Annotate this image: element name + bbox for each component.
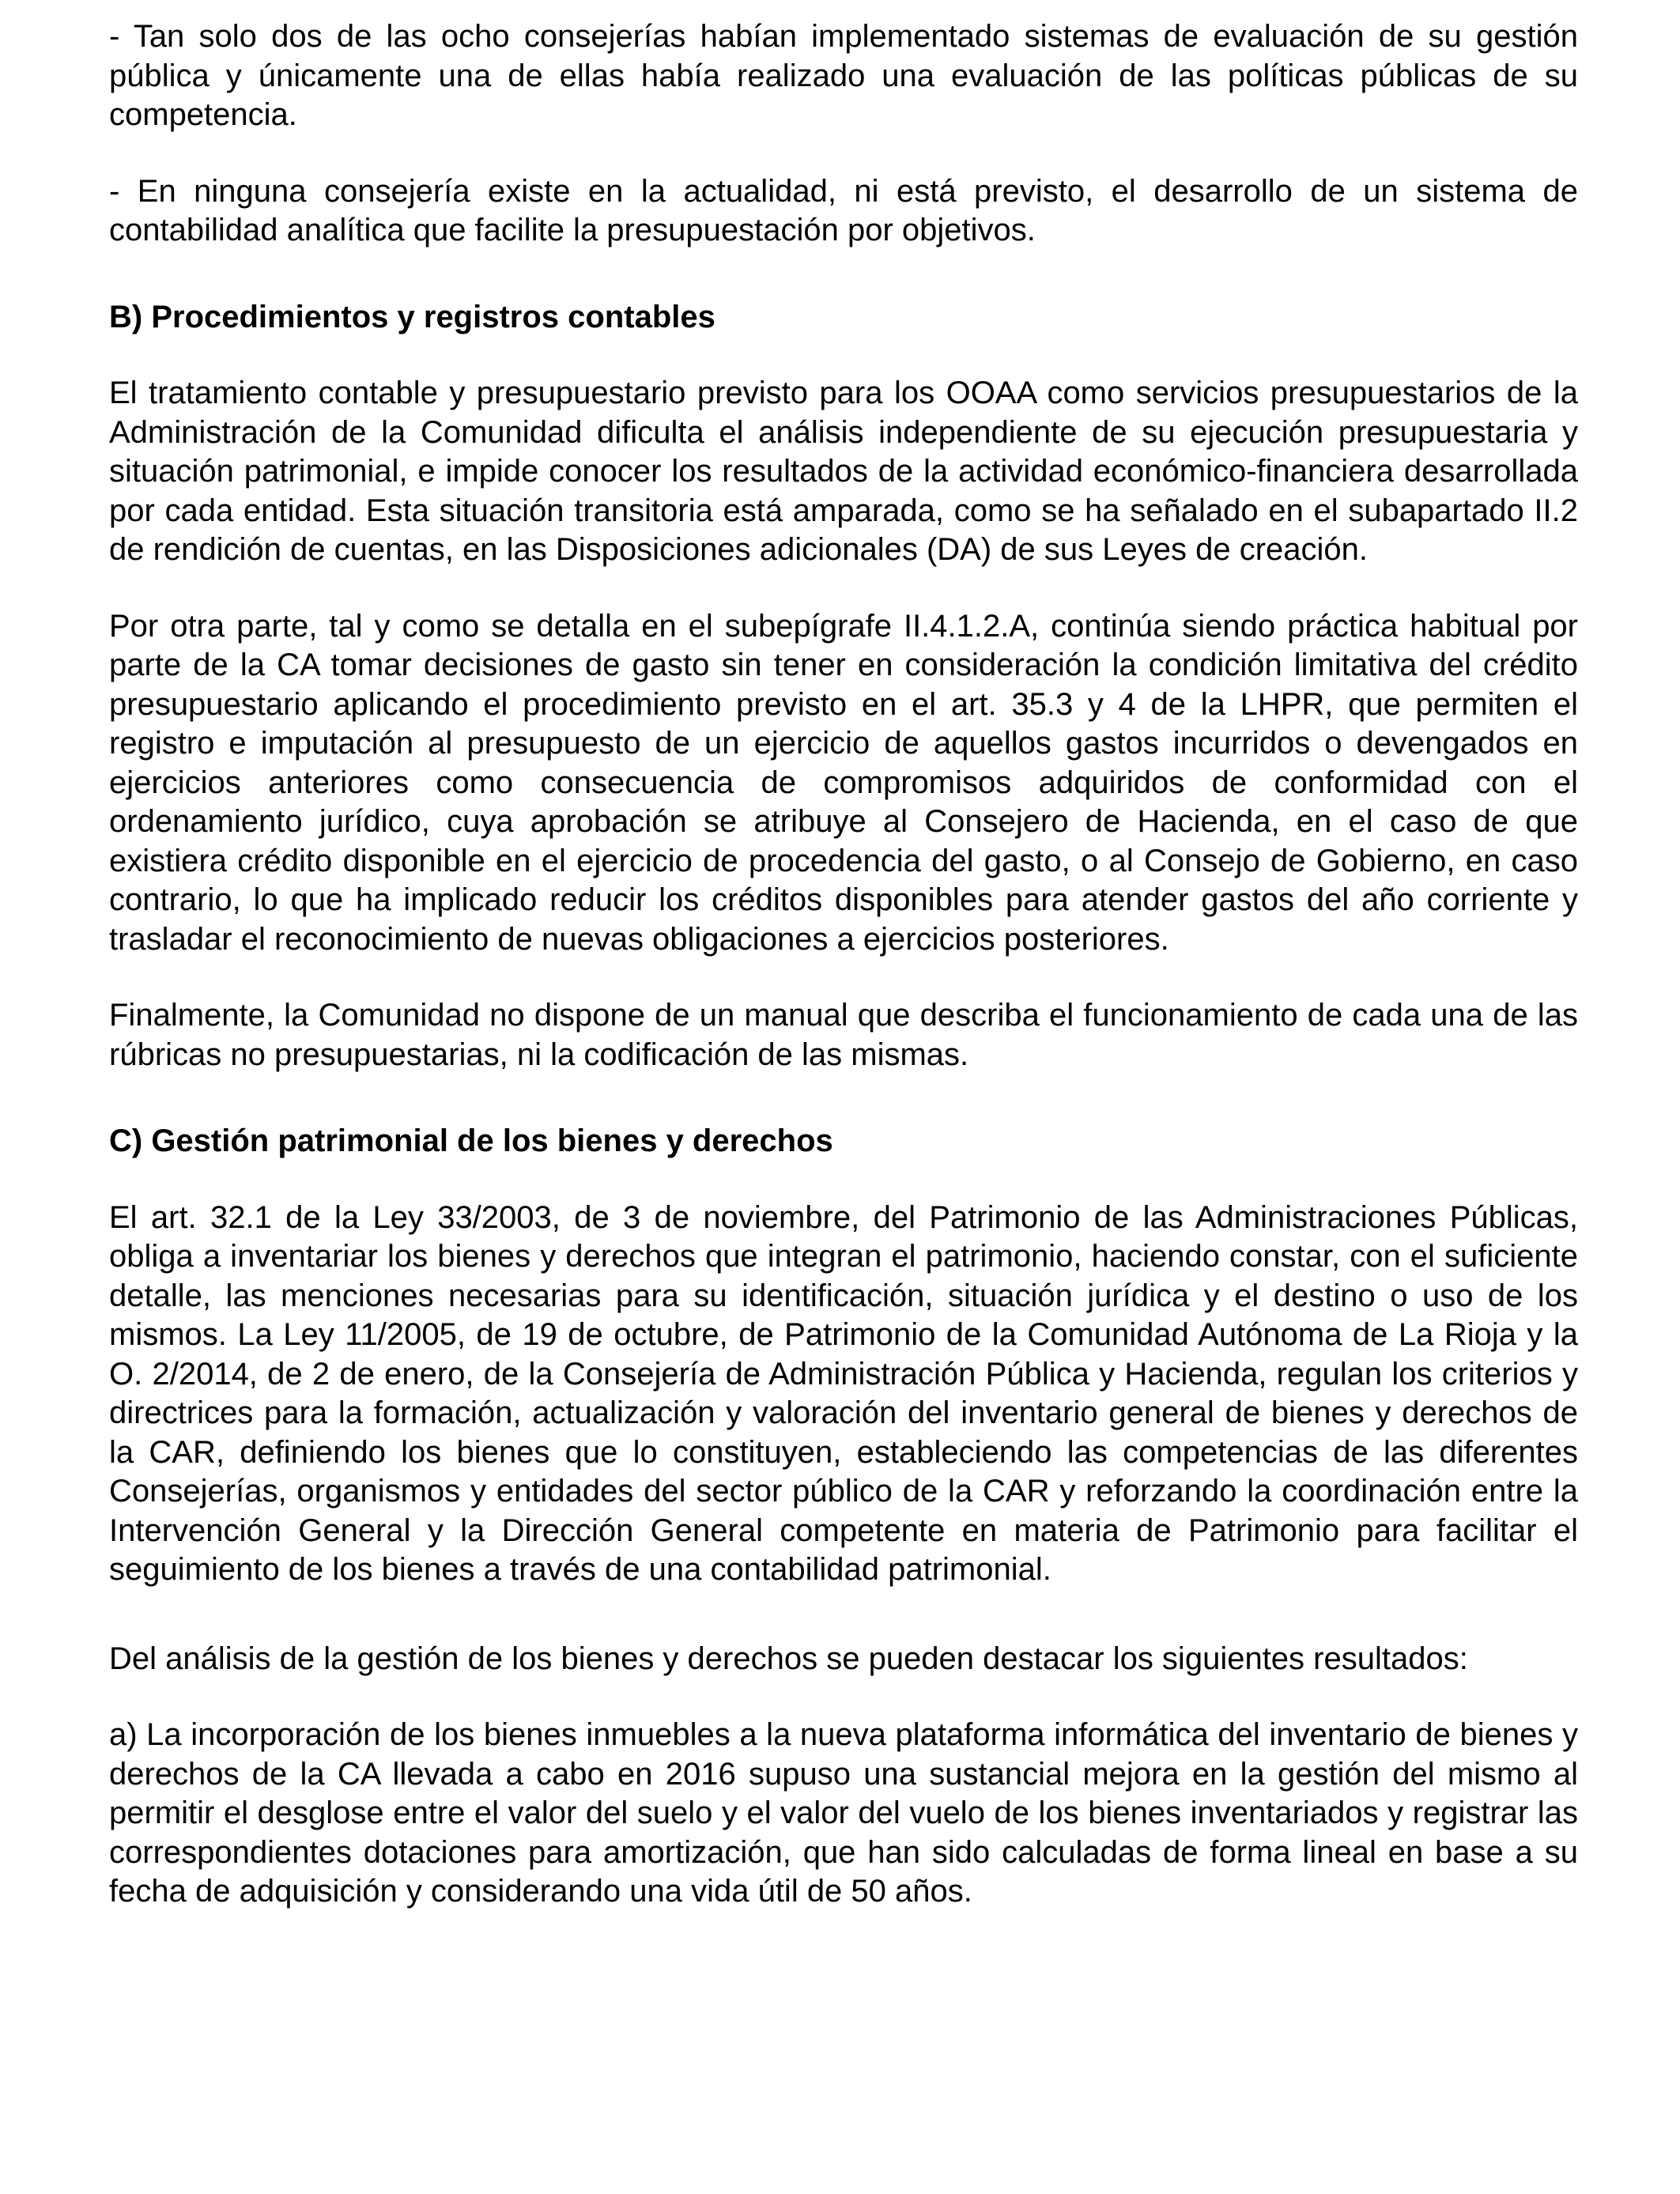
bullet-paragraph: - En ninguna consejería existe en la actualidad, ni está previsto, el desarrollo de un sistema de contabilidad analítica que facilite la presupuestación por objetivos. [109,173,1578,247]
spacer [109,135,1578,172]
body-paragraph: El art. 32.1 de la Ley 33/2003, de 3 de noviembre, del Patrimonio de las Administraciones Públicas, obliga a inventariar los bienes y derechos que integran el patrimonio, haciendo constar, con el suficiente detalle, las menciones necesarias para su identificación, situación jurídica y el destino o uso de los mismos. La Ley 11/2005, de 19 de octubre, de Patrimonio de la Comunidad Autónoma de La Rioja y la O. 2/2014, de 2 de enero, de la Consejería de Administración Pública y Hacienda, regulan los criterios y directrices para la formación, actualización y valoración del inventario general de bienes y derechos de la CAR, definiendo los bienes que lo constituyen, estableciendo las competencias de las diferentes Consejerías, organismos y entidades del sector público de la CAR y reforzando la coordinación entre la Intervención General y la Dirección General competente en materia de Patrimonio para facilitar el seguimiento de los bienes a través de una contabilidad patrimonial. [109,1199,1578,1587]
body-paragraph: Por otra parte, tal y como se detalla en el subepígrafe II.4.1.2.A, continúa siendo práctica habitual por parte de la CA tomar decisiones de gasto sin tener en consideración la condición limitativa del crédito presupuestario aplicando el procedimiento previsto en el art. 35.3 y 4 de la LHPR, que permiten el registro e imputación al presupuesto de un ejercicio de aquellos gastos incurridos o devengados en ejercicios anteriores como consecuencia de compromisos adquiridos de conformidad con el ordenamiento jurídico, cuya aprobación se atribuye al Consejero de Hacienda, en el caso de que existiera crédito disponible en el ejercicio de procedencia del gasto, o al Consejo de Gobierno, en caso contrario, lo que ha implicado reducir los créditos disponibles para atender gastos del año corriente y trasladar el reconocimiento de nuevas obligaciones a ejercicios posteriores. [109,608,1578,957]
spacer [109,959,1578,996]
body-paragraph: a) La incorporación de los bienes inmuebles a la nueva plataforma informática del inventario de bienes y derechos de la CA llevada a cabo en 2016 supuso una sustancial mejora en la gestión del mismo al permitir el desglose entre el valor del suelo y el valor del vuelo de los bienes inventariados y registrar las correspondientes dotaciones para amortización, que han sido calculadas de forma lineal en base a su fecha de adquisición y considerando una vida útil de 50 años. [109,1717,1578,1909]
spacer [109,1074,1578,1122]
spacer [109,570,1578,607]
body-paragraph: Del análisis de la gestión de los bienes y derechos se pueden destacar los siguientes resultados: [109,1641,1468,1676]
spacer [109,337,1578,374]
document-page [109,17,1578,1912]
spacer [109,1679,1578,1716]
body-paragraph: El tratamiento contable y presupuestario previsto para los OOAA como servicios presupuestarios de la Administración de la Comunidad dificulta el análisis independiente de su ejecución presupuestaria y situación patrimonial, e impide conocer los resultados de la actividad económico-financiera desarrollada por cada entidad. Esta situación transitoria está amparada, como se ha señalado en el subapartado II.2 de rendición de cuentas, en las Disposiciones adicionales (DA) de sus Leyes de creación. [109,376,1578,567]
bullet-paragraph: - Tan solo dos de las ocho consejerías habían implementado sistemas de evaluación de su gestión pública y únicamente una de ellas había realizado una evaluación de las políticas públicas de su competencia. [109,19,1578,132]
spacer [109,1590,1578,1640]
section-heading-c: C) Gestión patrimonial de los bienes y derechos [109,1123,833,1158]
body-paragraph: Finalmente, la Comunidad no dispone de un manual que describa el funcionamiento de cada una de las rúbricas no presupuestarias, ni la codificación de las mismas. [109,998,1578,1072]
spacer [109,251,1578,298]
spacer [109,1161,1578,1199]
section-heading-b: B) Procedimientos y registros contables [109,299,715,334]
